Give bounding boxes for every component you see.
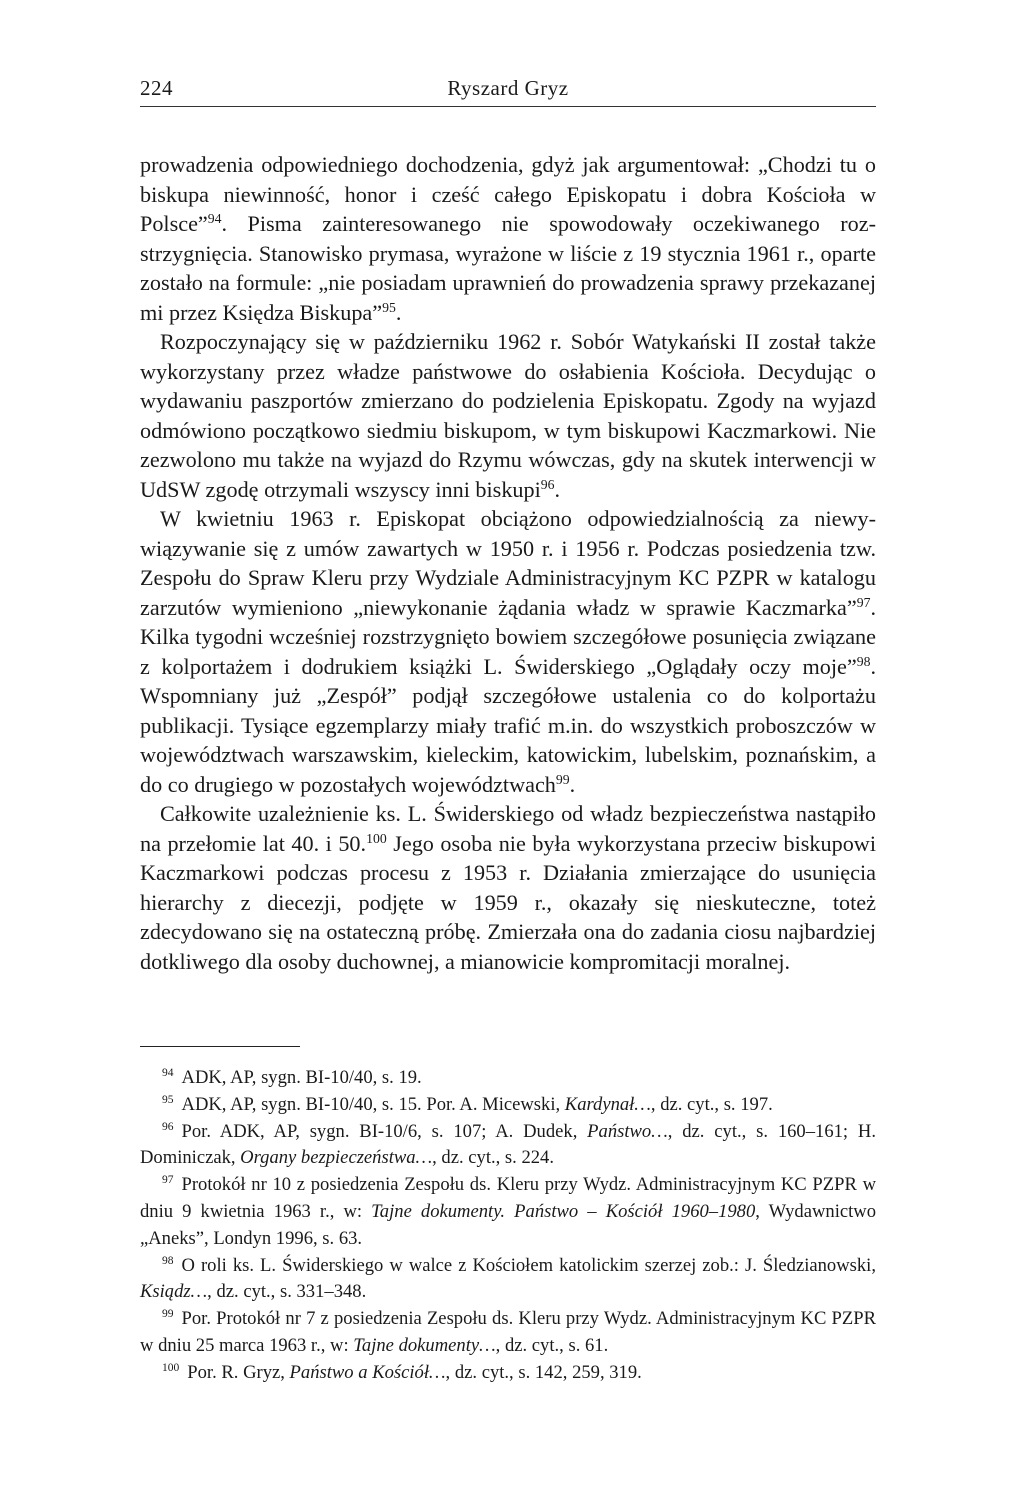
footnote-text: ADK, AP, sygn. BI-10/40, s. 15. Por. A. Micewski, xyxy=(181,1093,565,1115)
main-text xyxy=(140,150,876,976)
footnote-98 xyxy=(140,1253,876,1307)
footnotes xyxy=(140,1065,876,1387)
footnote-text: , Wydawnictwo „Aneks”, Londyn 1996, s. 63. xyxy=(140,1200,876,1249)
footnote-number: 96 xyxy=(162,1120,174,1133)
footnote-ref-95: 95 xyxy=(382,299,396,315)
footnote-text: , dz. cyt., s. 160–161; H. Dominiczak, xyxy=(140,1120,876,1169)
footnote-text: Por. Protokół nr 7 z posiedzenia Zespołu ds. Kleru przy Wydz. Administracyjnym KC PZPR w dniu 25 marca 1963 r., w: xyxy=(140,1308,876,1356)
footnote-ref-97: 97 xyxy=(856,594,871,610)
footnote-italic-text: Państwo… xyxy=(587,1120,668,1142)
page-number: 224 xyxy=(140,76,173,100)
footnote-text: Por. R. Gryz, xyxy=(187,1361,290,1383)
footnote-text: O roli ks. L. Świderskiego w walce z Kościołem katolickim szerzej zob.: J. Śledzianowski, xyxy=(181,1254,876,1276)
footnote-ref-94: 94 xyxy=(207,210,222,226)
footnote-italic-text: Tajne dokumenty. Państwo – Kościół 1960–1980 xyxy=(371,1200,756,1222)
footnote-italic-text: Państwo a Kościół… xyxy=(289,1361,446,1383)
paragraph-2: Rozpoczynający się w październiku 1962 r. Sobór Watykański II został także wykorzystany przez władze państwowe do osłabienia Kościoła. Decydując o wydawaniu paszportów zmierzano do podzielenia Episkopatu. Zgody na wyjazd odmówiono początkowo siedmiu biskupom, w tym biskupowi Kaczmarkowi. Nie zezwolono mu także na wyjazd do Rzymu wówczas, gdy na skutek interwencji w UdSW zgodę otrzymali wszyscy inni biskupi$^{96}$. xyxy=(140,329,876,502)
running-head-author: Ryszard Gryz xyxy=(447,76,569,100)
footnote-ref-98: 98 xyxy=(856,653,871,669)
page-header xyxy=(140,72,876,107)
footnote-ref-99: 99 xyxy=(555,771,570,787)
footnote-italic-text: Ksiądz… xyxy=(140,1281,208,1303)
footnote-text: , dz. cyt., s. 331–348. xyxy=(207,1281,367,1303)
footnote-99 xyxy=(140,1306,876,1360)
footnote-italic-text: Kardynał… xyxy=(564,1093,651,1115)
footnote-number: 94 xyxy=(162,1067,174,1080)
footnote-text: ADK, AP, sygn. BI-10/40, s. 19. xyxy=(181,1067,422,1088)
footnote-number: 98 xyxy=(162,1254,174,1267)
footnote-text: , dz. cyt., s. 224. xyxy=(432,1147,555,1169)
footnote-italic-text: Organy bezpieczeństwa… xyxy=(240,1147,433,1169)
footnote-text: , dz. cyt., s. 142, 259, 319. xyxy=(445,1361,642,1383)
footnote-95 xyxy=(140,1092,876,1119)
footnote-text: , dz. cyt., s. 197. xyxy=(650,1093,773,1115)
paragraph-1: prowadzenia odpowiedniego dochodzenia, gdyż jak argumentował: „Chodzi tu o biskupa niewinność, honor i cześć całego Episkopatu i dobra Kościoła w Polsce”$^{94}$. Pisma zainteresowanego nie spowodowały oczekiwanego rozstrzygnięcia. Stanowisko prymasa, wyrażone w liście z 19 stycznia 1961 r., oparte zostało na formule: „nie posiadam uprawnień do prowadzenia sprawy przekazanej mi przez Księdza Biskupa”$^{95}$. xyxy=(140,152,876,325)
footnote-separator xyxy=(140,1046,300,1047)
footnote-number: 100 xyxy=(162,1361,180,1374)
footnote-ref-96: 96 xyxy=(540,476,555,492)
footnote-number: 97 xyxy=(162,1174,174,1187)
footnote-96 xyxy=(140,1119,876,1173)
paragraph-3: W kwietniu 1963 r. Episkopat obciążono odpowiedzialnością za niewywiązywanie się z umów zawartych w 1950 r. i 1956 r. Podczas posiedzenia tzw. Zespołu do Spraw Kleru przy Wydziale Administracyjnym KC PZPR w katalogu zarzutów wymieniono „niewykonanie żądania władz w sprawie Kaczmarka”$^{97}$. Kilka tygodni wcześniej rozstrzygnięto bowiem szczegółowe posunięcia związane z kolportażem i dodrukiem książki L. Świderskiego „Oglądały oczy moje”$^{98}$. Wspomniany już „Zespół” podjął szczegółowe ustalenia co do kolportażu publikacji. Tysiące egzemplarzy miały trafić m.in. do wszystkich proboszczów w województwach warszawskim, kieleckim, katowickim, lubelskim, poznańskim, a do co drugiego w pozostałych województwach$^{99}$. xyxy=(140,506,876,797)
footnote-100 xyxy=(140,1360,876,1387)
footnote-italic-text: Tajne dokumenty… xyxy=(353,1334,496,1356)
footnote-ref-100: 100 xyxy=(366,830,387,846)
footnote-number: 95 xyxy=(162,1093,174,1106)
footnote-text: , dz. cyt., s. 61. xyxy=(495,1334,609,1356)
footnote-94 xyxy=(140,1065,876,1092)
footnote-text: Protokół nr 10 z posiedzenia Zespołu ds. Kleru przy Wydz. Administracyjnym KC PZPR w dniu 9 kwietnia 1963 r., w: xyxy=(140,1174,876,1222)
footnote-text: Por. ADK, AP, sygn. BI-10/6, s. 107; A. Dudek, xyxy=(181,1120,588,1142)
footnote-97 xyxy=(140,1172,876,1252)
footnote-number: 99 xyxy=(162,1308,174,1321)
paragraph-4: Całkowite uzależnienie ks. L. Świderskiego od władz bezpieczeństwa nastąpiło na przełomie lat 40. i 50.$^{100}$ Jego osoba nie była wykorzystana przeciw biskupowi Kaczmarkowi podczas procesu z 1953 r. Działania zmierzające do usunięcia hierarchy z diecezji, podjęte w 1959 r., okazały się nieskuteczne, toteż zdecydowano się na ostateczną próbę. Zmierzała ona do zadania ciosu najbardziej dotkliwego dla osoby duchownej, a mianowicie kompromitacji moralnej. xyxy=(140,801,876,974)
